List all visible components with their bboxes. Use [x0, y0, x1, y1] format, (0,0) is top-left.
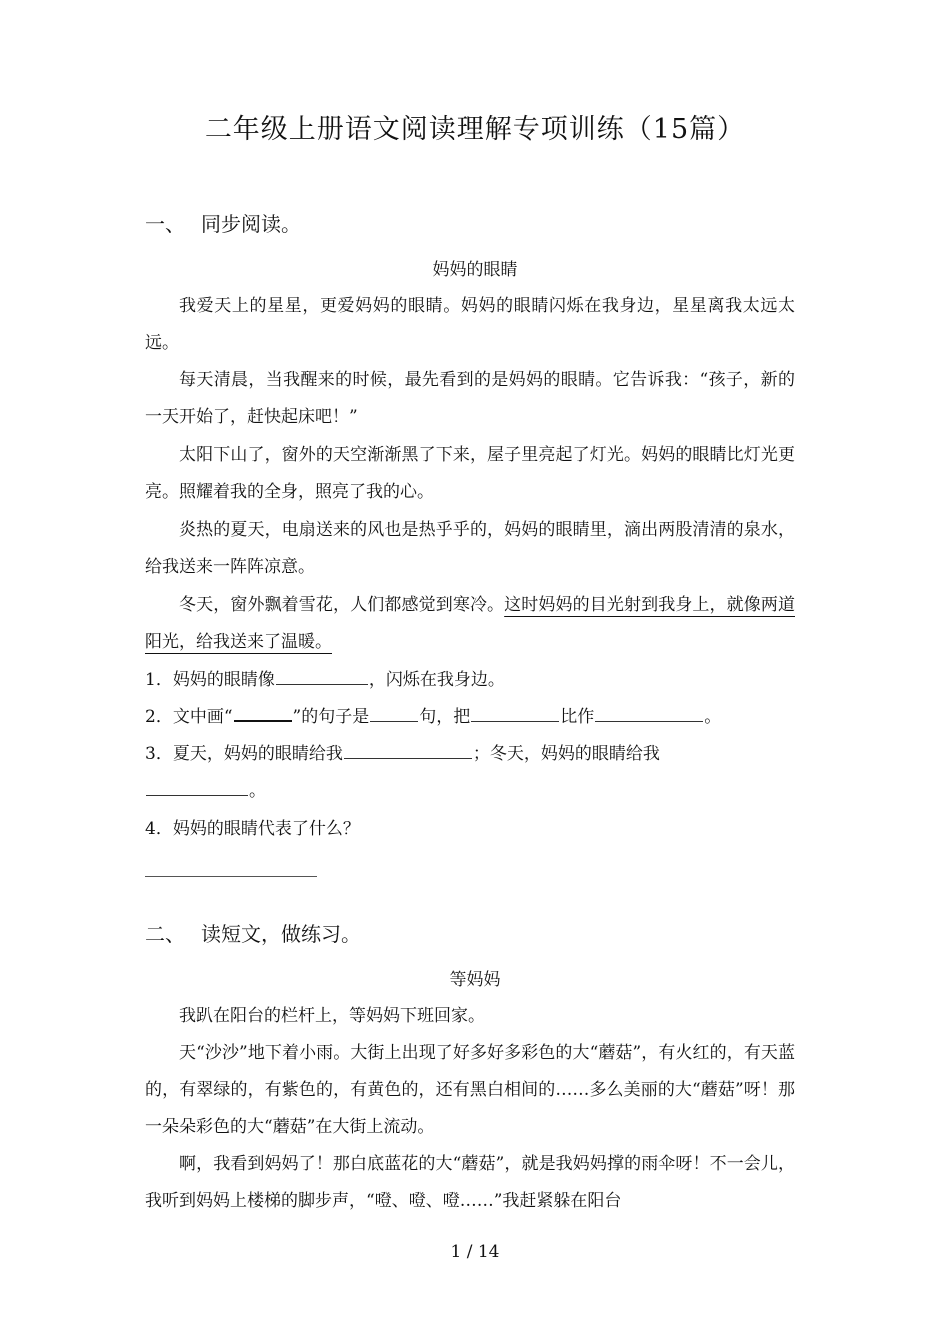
question-3-text-a: 3．夏天，妈妈的眼睛给我 [145, 744, 343, 764]
question-2 [145, 699, 795, 736]
answer-blank[interactable] [276, 664, 368, 685]
answer-blank[interactable] [471, 701, 559, 722]
section-2-number: 二、 [145, 922, 185, 946]
passage-1-paragraph-5 [145, 587, 795, 661]
answer-blank[interactable] [344, 738, 472, 759]
passage-1-paragraph-3: 太阳下山了，窗外的天空渐渐黑了下来，屋子里亮起了灯光。妈妈的眼睛比灯光更亮。照耀着我的全身，照亮了我的心。 [145, 445, 795, 502]
question-2-text-d: 比作 [560, 707, 595, 727]
section-2-heading [145, 920, 361, 948]
answer-blank[interactable] [146, 775, 248, 796]
passage-1-paragraph-1: 我爱天上的星星，更爱妈妈的眼睛。妈妈的眼睛闪烁在我身边，星星离我太远太远。 [145, 296, 795, 353]
passage-2-paragraph-2: 天“沙沙”地下着小雨。大街上出现了好多好多彩色的大“蘑菇”，有火红的，有天蓝的，有翠绿的，有紫色的，有黄色的，还有黑白相间的……多么美丽的大“蘑菇”呀！那一朵朵彩色的大“蘑菇”在大街上流动。 [145, 1043, 795, 1137]
underlined-sentence: 这时妈妈的目光射到我身上，就像两道阳光，给我送来了温暖。 [145, 595, 795, 652]
passage-2-paragraph-1: 我趴在阳台的栏杆上，等妈妈下班回家。 [179, 1006, 485, 1026]
section-2-heading-text: 读短文，做练习。 [201, 922, 361, 946]
answer-blank[interactable] [370, 701, 418, 722]
question-2-text-b: ”的句子是 [292, 707, 370, 727]
passage-1-paragraph-4: 炎热的夏天，电扇送来的风也是热乎乎的，妈妈的眼睛里，滴出两股清清的泉水，给我送来一阵阵凉意。 [145, 520, 795, 577]
question-4: 4．妈妈的眼睛代表了什么？ [145, 819, 360, 839]
question-3 [145, 736, 795, 810]
page-number: 1 / 14 [450, 1242, 500, 1262]
passage-1-title: 妈妈的眼睛 [432, 260, 518, 280]
question-1 [145, 662, 795, 699]
document-title: 二年级上册语文阅读理解专项训练（15篇） [204, 114, 746, 145]
section-1-number: 一、 [145, 212, 185, 236]
question-2-text-a: 2．文中画“ [145, 707, 233, 727]
question-1-text-b: ，闪烁在我身边。 [368, 670, 505, 690]
section-1-heading [145, 210, 301, 238]
question-3-text-b: ；冬天，妈妈的眼睛给我 [472, 744, 660, 764]
paragraph-5-plain: 冬天，窗外飘着雪花，人们都感觉到寒冷。 [179, 595, 505, 615]
question-2-text-e: 。 [704, 707, 722, 727]
passage-2-paragraph-3: 啊，我看到妈妈了！那白底蓝花的大“蘑菇”，就是我妈妈撑的雨伞呀！不一会儿，我听到妈妈上楼梯的脚步声，“噔、噔、噔……”我赶紧躲在阳台 [145, 1154, 795, 1211]
passage-2-title: 等妈妈 [449, 970, 501, 990]
question-2-text-c: 句，把 [419, 707, 471, 727]
answer-blank[interactable] [595, 701, 703, 722]
question-1-text-a: 1．妈妈的眼睛像 [145, 670, 275, 690]
passage-1-paragraph-2: 每天清晨，当我醒来的时候，最先看到的是妈妈的眼睛。它告诉我：“孩子，新的一天开始了，赶快起床吧！” [145, 370, 795, 427]
question-3-text-c: 。 [249, 781, 266, 801]
section-1-heading-text: 同步阅读。 [201, 212, 301, 236]
answer-line[interactable] [145, 876, 317, 877]
underline-sample [234, 700, 292, 722]
